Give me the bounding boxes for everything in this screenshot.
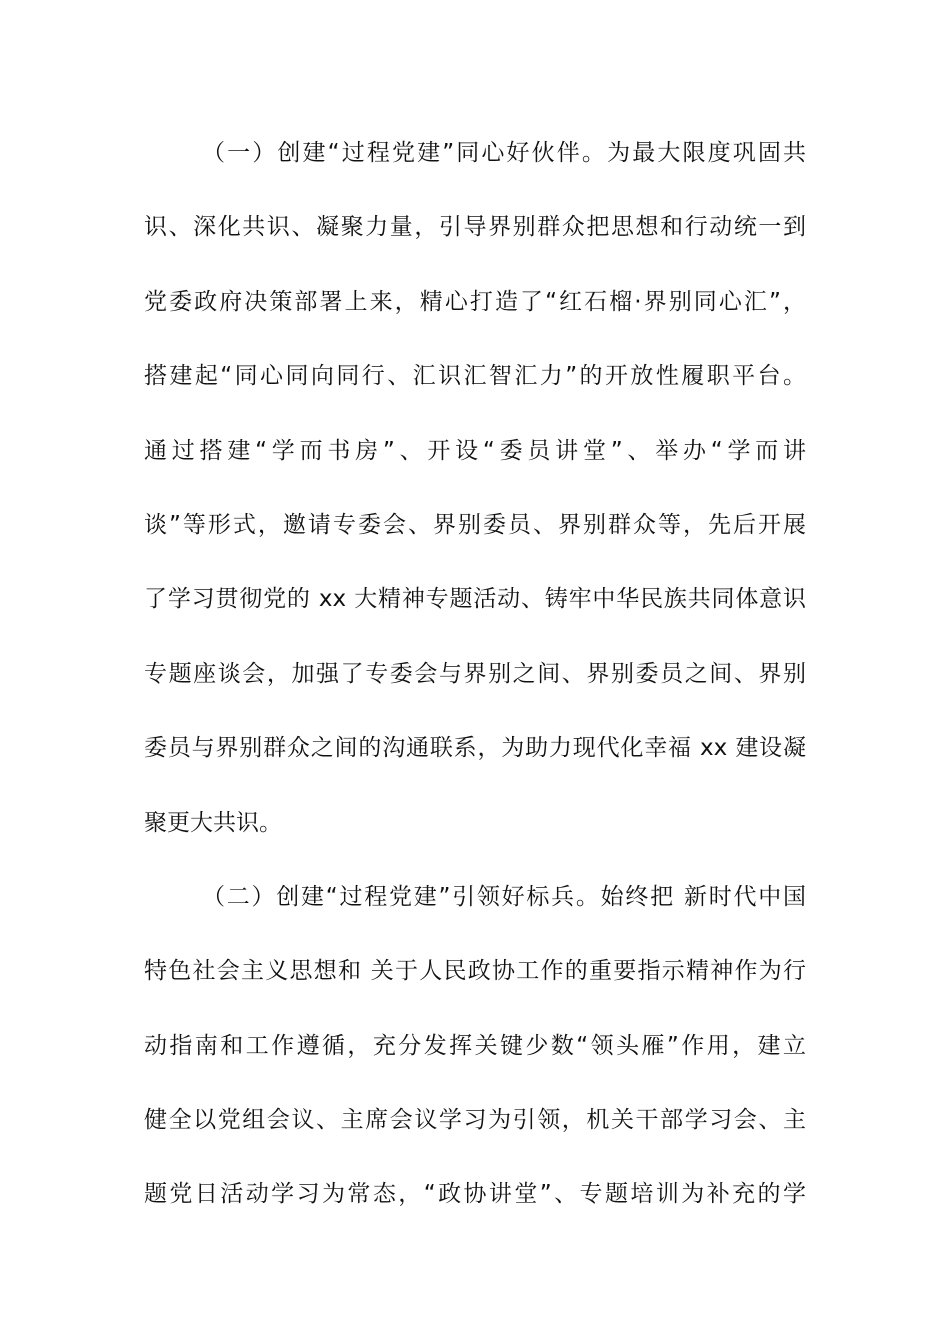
text-line: 通过搭建“学而书房”、开设“委员讲堂”、举办“学而讲 xyxy=(144,437,806,464)
text-line: 了学习贯彻党的 xx 大精神专题活动、铸牢中华民族共同体意识 xyxy=(144,586,806,613)
text-line: 动指南和工作遵循，充分发挥关键少数“领头雁”作用，建立 xyxy=(144,1032,806,1059)
text-line: 谈”等形式，邀请专委会、界别委员、界别群众等，先后开展 xyxy=(144,511,806,538)
text-line: 特色社会主义思想和 关于人民政协工作的重要指示精神作为行 xyxy=(144,958,806,985)
paragraph-1 xyxy=(144,116,806,860)
text-line: 识、深化共识、凝聚力量，引导界别群众把思想和行动统一到 xyxy=(144,214,806,241)
text-line: 题党日活动学习为常态，“政协讲堂”、专题培训为补充的学 xyxy=(144,1181,806,1208)
text-line: 聚更大共识。 xyxy=(144,809,282,836)
text-line: 健全以党组会议、主席会议学习为引领，机关干部学习会、主 xyxy=(144,1107,806,1134)
paragraph-2 xyxy=(144,860,806,1232)
text-line: 党委政府决策部署上来，精心打造了“红石榴·界别同心汇”， xyxy=(144,288,806,315)
text-line: 专题座谈会，加强了专委会与界别之间、界别委员之间、界别 xyxy=(144,660,806,687)
text-line: 搭建起“同心同向同行、汇识汇智汇力”的开放性履职平台。 xyxy=(144,363,806,390)
text-line: （二）创建“过程党建”引领好标兵。始终把 新时代中国 xyxy=(202,883,806,910)
text-line: （一）创建“过程党建”同心好伙伴。为最大限度巩固共 xyxy=(202,140,806,166)
text-line: 委员与界别群众之间的沟通联系，为助力现代化幸福 xx 建设凝 xyxy=(144,735,806,762)
body-text xyxy=(144,116,806,1232)
